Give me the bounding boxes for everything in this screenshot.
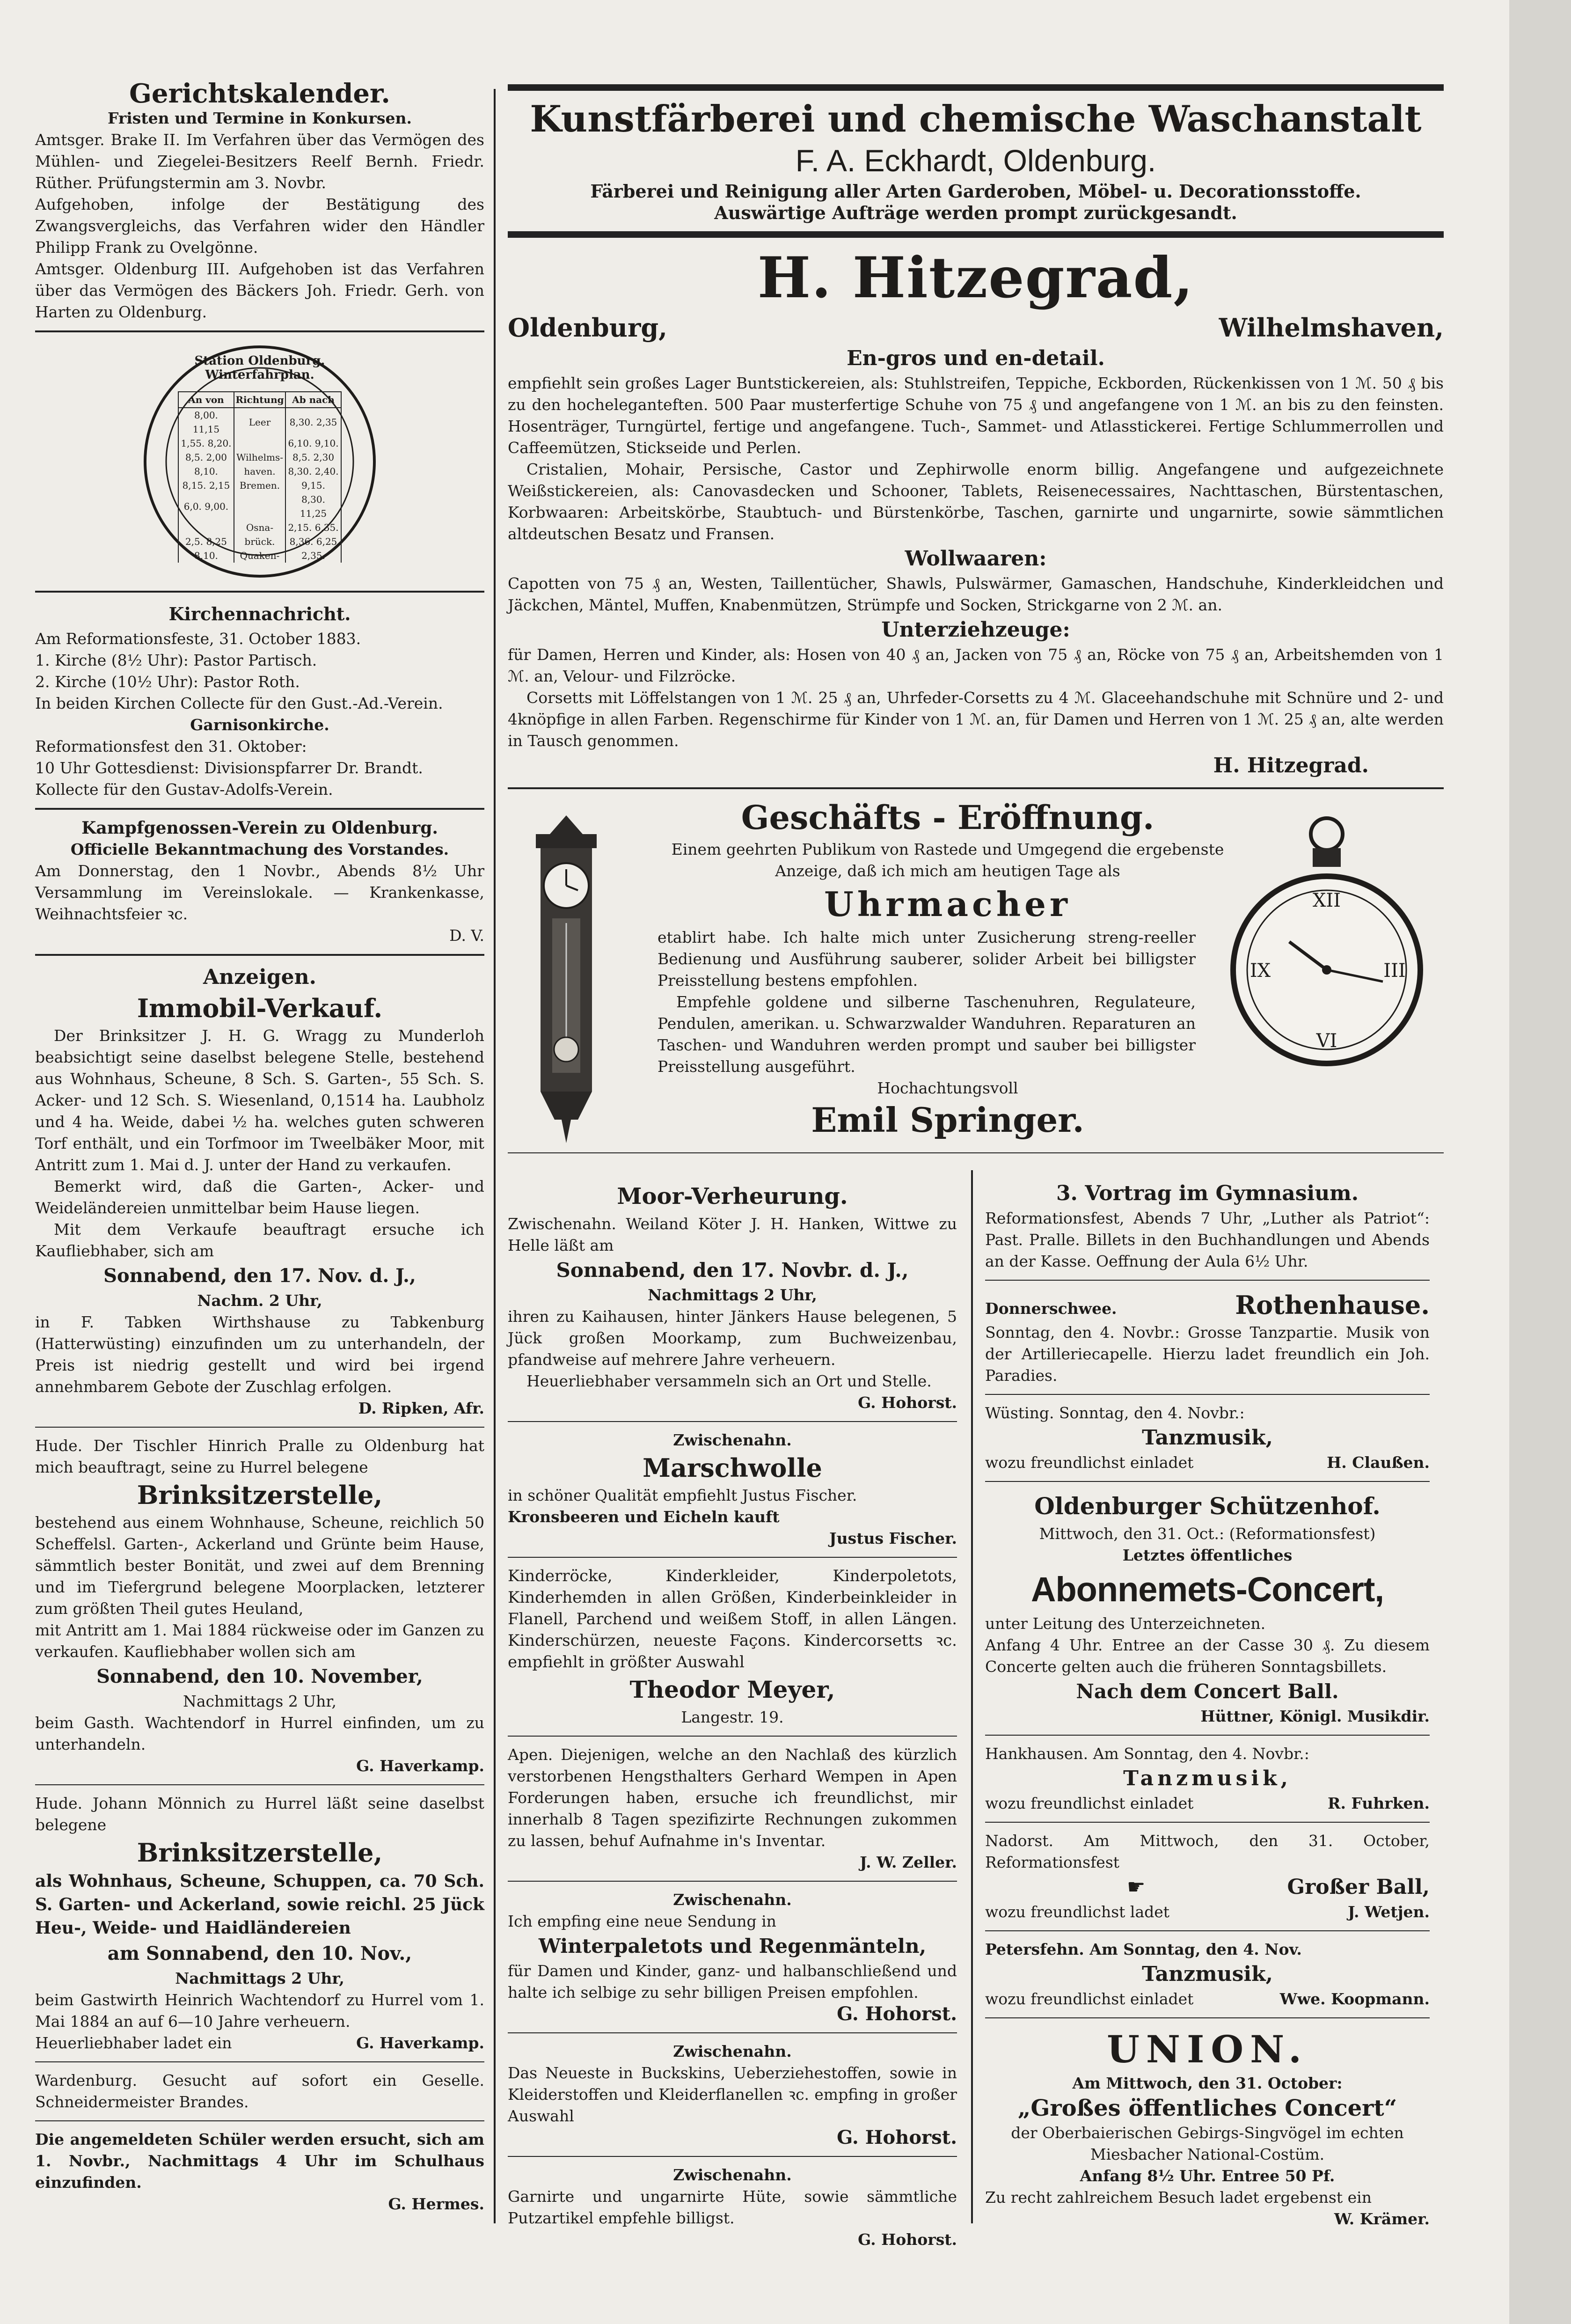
rothen-place: Donnerschwee. — [985, 1299, 1117, 1318]
hitzegrad-cities — [508, 311, 1444, 345]
hude2-signature: G. Haverkamp. — [356, 2034, 484, 2052]
fahrplan-ring-label: Station Oldenburg. Winterfahrplan. — [194, 354, 325, 382]
rothen-text: Sonntag, den 4. Novbr.: Grosse Tanzpartie. Musik von der Artilleriecapelle. Hierzu ladet freundlich ein Joh. Paradies. — [985, 1323, 1430, 1385]
nadorst-signature: J. Wetjen. — [1347, 1903, 1430, 1921]
hitzegrad-subtitle: En-gros und en-detail. — [847, 346, 1105, 370]
apen-text: Apen. Diejenigen, welche an den Nachlaß des kürzlich verstorbenen Hengsthalters Gerhard Wempen in Apen Forderungen haben, ersuche ich freundlichst, mir innerhalb 8 Tagen spezifizirte Rechnungen zukommen zu lassen, behuf Aufnahme in's Inventar. — [508, 1745, 957, 1850]
uhrmacher-trade: Uhrmacher — [824, 884, 1071, 924]
fahrplan-cell — [234, 492, 285, 521]
moor-p2: ihren zu Kaihausen, hinter Jänkers Hause belegenen, 5 Jück großen Moorkamp, zum Buchweizenbau, pfandweise auf mehrere Jahre verheuern. — [508, 1307, 957, 1369]
fahrplan-row — [178, 464, 341, 478]
eckhardt-line1: Färberei und Reinigung aller Arten Garderoben, Möbel- u. Decorationsstoffe. — [590, 181, 1361, 202]
fahrplan-cell: Bremen. — [234, 478, 285, 492]
gericht-title: Gerichtskalender. — [129, 78, 390, 109]
winter-p1: Ich empfing eine neue Sendung in — [508, 1912, 776, 1930]
anzeigen-heading: Anzeigen. — [203, 965, 316, 989]
kirche-title: Kirchennachricht. — [168, 603, 351, 624]
fahrplan-cell: 8,5. 2,30 — [285, 450, 341, 464]
fahrplan-cell: 2,35. — [285, 549, 341, 563]
fahrplan-header: Richtung — [234, 392, 285, 408]
fahrplan-cell: brück. — [234, 535, 285, 549]
divider — [508, 1881, 957, 1882]
fahrplan-cell: Wilhelms- — [234, 450, 285, 464]
hude1-signature: G. Haverkamp. — [356, 1757, 484, 1775]
nadorst-invite: wozu freundlichst ladet — [985, 1903, 1170, 1921]
eckhardt-name: F. A. Eckhardt, Oldenburg. — [795, 143, 1156, 178]
divider — [985, 1930, 1430, 1931]
garnison-title: Garnisonkirche. — [190, 716, 329, 734]
schuetzenhof-line3: unter Leitung des Unterzeichneten. — [985, 1614, 1266, 1633]
left-column — [35, 80, 484, 2215]
kampf-text: Am Donnerstag, den 1 Novbr., Abends 8½ Uhr Versammlung im Vereinslokale. — Krankenkasse, Weihnachtsfeier ꝛc. — [35, 862, 484, 923]
uhrmacher-name: Emil Springer. — [811, 1100, 1084, 1140]
fahrplan-cell — [234, 436, 285, 450]
hude2-title: Brinksitzerstelle, — [137, 1838, 383, 1868]
pointing-hand-icon: ☛ — [1127, 1875, 1146, 1899]
hude1-time: Nachmittags 2 Uhr, — [183, 1692, 337, 1710]
schule-text: Die angemeldeten Schüler werden ersucht, sich am 1. Novbr., Nachmittags 4 Uhr im Schulhaus einzufinden. — [35, 2130, 484, 2192]
fahrplan-cell: 8,00. 11,15 — [178, 408, 234, 436]
uhrmacher-p1: Einem geehrten Publikum von Rastede und Umgegend die ergebenste Anzeige, daß ich mich am heutigen Tage als — [671, 840, 1224, 880]
divider — [508, 1421, 957, 1422]
immobil-time: Nachm. 2 Uhr, — [197, 1291, 322, 1310]
middle-column — [508, 1180, 957, 2251]
fahrplan-cell: 8,36. 6,25 — [285, 535, 341, 549]
vortrag-title: 3. Vortrag im Gymnasium. — [1056, 1181, 1359, 1205]
fahrplan-cell: 8,30. 2,40. — [285, 464, 341, 478]
divider — [985, 1822, 1430, 1823]
marsch-signature: Justus Fischer. — [829, 1529, 957, 1547]
fahrplan-cell: 8,10. — [178, 549, 234, 563]
hitzegrad-title: H. Hitzegrad, — [757, 245, 1194, 311]
divider — [985, 1481, 1430, 1482]
divider — [508, 2156, 957, 2157]
divider — [508, 84, 1444, 91]
uhrmacher-greet: Hochachtungsvoll — [877, 1079, 1018, 1097]
fahrplan-cell: 6,0. 9,00. — [178, 492, 234, 521]
divider — [35, 2061, 484, 2062]
divider — [508, 231, 1444, 238]
nadorst-footer — [985, 1901, 1430, 1923]
immobil-p3: Mit dem Verkaufe beauftragt ersuche ich Kaufliebhaber, sich am — [35, 1220, 484, 1260]
fahrplan-cell: 1,55. 8,20. — [178, 436, 234, 450]
winter-signature: G. Hohorst. — [837, 2003, 957, 2025]
nadorst-title: Großer Ball, — [1287, 1875, 1430, 1899]
divider — [508, 1736, 957, 1737]
meyer-address: Langestr. 19. — [681, 1708, 784, 1726]
fahrplan-row — [178, 535, 341, 549]
wuesting-title: Tanzmusik, — [1142, 1426, 1273, 1450]
petersfehn-invite: wozu freundlichst einladet — [985, 1990, 1194, 2008]
fahrplan-cell: 2,5. 8,25 — [178, 535, 234, 549]
divider — [508, 1152, 1444, 1153]
marsch-line1: in schöner Qualität empfiehlt Justus Fischer. — [508, 1486, 857, 1504]
immobil-p1: Der Brinksitzer J. H. G. Wragg zu Munderloh beabsichtigt seine daselbst belegene Stelle, bestehend aus Wohnhaus, Scheune, 8 Sch. S. Garten-, 55 Sch. S. Acker- und 12 Sch. S. Wiesenland, 0,1514 ha. Laubholz und 4 ha. Weide, dabei ½ ha. welches guten schweren Torf enthält, und ein Torfmoor im Tweelbäker Moor, mit Antritt zum 1. Mai d. J. unter der Hand zu verkaufen. — [35, 1026, 484, 1174]
fahrplan-cell: 2,15. 6,35. — [285, 521, 341, 535]
divider — [985, 1280, 1430, 1281]
garnison-line: Kollecte für den Gustav-Adolfs-Verein. — [35, 780, 333, 799]
fahrplan-cell: haven. — [234, 464, 285, 478]
fahrplan-cell: Leer — [234, 408, 285, 436]
hude1-title: Brinksitzerstelle, — [137, 1480, 383, 1510]
fahrplan-cell: 8,5. 2,00 — [178, 450, 234, 464]
uhrmacher-p2: etablirt habe. Ich halte mich unter Zusicherung streng-reeller Bedienung und Ausführung sauberer, solider Arbeit bei billigster Preisstellung bestens empfohlen. — [658, 928, 1196, 990]
marsch-line2: Kronsbeeren und Eicheln kauft — [508, 1508, 780, 1526]
hude2-footer — [35, 2032, 484, 2054]
hitzegrad-city-oldenburg: Oldenburg, — [508, 313, 667, 343]
huete-text: Garnirte und ungarnirte Hüte, sowie sämmtliche Putzartikel empfehle billigst. — [508, 2187, 957, 2227]
kampf-signature: D. V. — [449, 926, 484, 945]
uhrmacher-text — [658, 797, 1238, 1141]
schuetzenhof-signature: Hüttner, Königl. Musikdir. — [1200, 1707, 1430, 1725]
petersfehn-text: Petersfehn. Am Sonntag, den 4. Nov. — [985, 1940, 1302, 1958]
meyer-name: Theodor Meyer, — [629, 1676, 835, 1703]
wardenburg-ad: Wardenburg. Gesucht auf sofort ein Geselle. Schneidermeister Brandes. — [35, 2071, 484, 2111]
schuetzenhof-line4: Anfang 4 Uhr. Entree an der Casse 30 ₰. Zu diesem Concerte gelten auch die früheren Sonntagsbillets. — [985, 1636, 1430, 1676]
wuesting-text: Wüsting. Sonntag, den 4. Novbr.: — [985, 1404, 1245, 1422]
hude1-p3: mit Antritt am 1. Mai 1884 rückweise oder im Ganzen zu verkaufen. Kaufliebhaber wollen sich am — [35, 1621, 484, 1661]
fahrplan-table — [178, 391, 342, 563]
divider — [35, 330, 484, 332]
petersfehn-footer — [985, 1988, 1430, 2010]
hankhausen-invite: wozu freundlichst einladet — [985, 1794, 1194, 1812]
divider — [35, 1784, 484, 1785]
hude1-p2: bestehend aus einem Wohnhause, Scheune, reichlich 50 Scheffelsl. Garten-, Ackerland und Grünte beim Hause, sämmtlich bester Bonität, und zwei auf dem Brenning und im Tiefergrund belegene Moorplacken, letzterer zum größten Theil gutes Heuland, — [35, 1513, 484, 1618]
hankhausen-title: Tanzmusik, — [1123, 1767, 1292, 1790]
meyer-text: Kinderröcke, Kinderkleider, Kinderpoletots, Kinderhemden in allen Größen, Kinderbeinkleider in Flanell, Parchend und weißem Stoff, in allen Längen. Kinderschürzen, neueste Façons. Kindercorsetts ꝛc. empfiehlt in größter Auswahl — [508, 1567, 957, 1672]
svg-text:IX: IX — [1249, 960, 1271, 982]
column-rule-right — [971, 1170, 973, 2223]
fahrplan-row — [178, 450, 341, 464]
page-edge — [1509, 0, 1571, 2324]
petersfehn-signature: Wwe. Koopmann. — [1279, 1990, 1430, 2008]
hitzegrad-p4: für Damen, Herren und Kinder, als: Hosen von 40 ₰ an, Jacken von 75 ₰ an, Röcke von 75 ₰ an, Arbeitshemden von 1 ℳ. an, Velour- und Filzröcke. — [508, 645, 1444, 685]
fahrplan-badge — [35, 340, 484, 583]
rothen-title: Rothenhause. — [1235, 1290, 1430, 1320]
fahrplan-row — [178, 436, 341, 450]
divider — [985, 2017, 1430, 2018]
fahrplan-cell: 8,10. — [178, 464, 234, 478]
svg-text:VI: VI — [1316, 1030, 1337, 1052]
hude2-p4: Heuerliebhaber ladet ein — [35, 2034, 232, 2052]
moor-title: Moor-Verheurung. — [617, 1183, 848, 1210]
wuesting-footer — [985, 1452, 1430, 1474]
uhrmacher-p3: Empfehle goldene und silberne Taschenuhren, Regulateure, Pendulen, amerikan. u. Schwarzwalder Wanduhren. Reparaturen an Taschen- und Wanduhren werden prompt und sauber bei billigster Preisstellung ausgeführt. — [658, 993, 1196, 1076]
schuetzenhof-line2: Letztes öffentliches — [1122, 1546, 1293, 1564]
hude2-p1: Hude. Johann Mönnich zu Hurrel läßt seine daselbst belegene — [35, 1794, 484, 1834]
immobil-date: Sonnabend, den 17. Nov. d. J., — [103, 1265, 416, 1287]
schuetzenhof-title: Oldenburger Schützenhof. — [1034, 1492, 1381, 1520]
garnison-line: 10 Uhr Gottesdienst: Divisionspfarrer Dr. Brandt. — [35, 759, 423, 777]
immobil-signature: D. Ripken, Afr. — [358, 1399, 484, 1417]
schuetzenhof-ball: Nach dem Concert Ball. — [1076, 1680, 1339, 1703]
winter-title: Winterpaletots und Regenmänteln, — [538, 1935, 927, 1957]
fahrplan-cell: 9,15. — [285, 478, 341, 492]
fahrplan-cell: Quaken- — [234, 549, 285, 563]
column-rule-left — [494, 89, 496, 2223]
fahrplan-cell: 6,10. 9,10. — [285, 436, 341, 450]
huete-place: Zwischenahn. — [673, 2166, 792, 2184]
hude1-p4: beim Gasth. Wachtendorf in Hurrel einfinden, um zu unterhandeln. — [35, 1714, 484, 1753]
divider — [985, 1394, 1430, 1395]
nadorst-text: Nadorst. Am Mittwoch, den 31. October, Reformationsfest — [985, 1832, 1430, 1871]
union-line4: Zu recht zahlreichem Besuch ladet ergebenst ein — [985, 2188, 1372, 2207]
hitzegrad-p1: empfiehlt sein großes Lager Buntstickereien, als: Stuhlstreifen, Teppiche, Eckborden, Rückenkissen von 1 ℳ. 50 ₰ bis zu den hocheleganteften. 500 Paar musterfertige Schuhe von 75 ₰ und angefangene von 1 ℳ. an bis zu den feinsten. Hosenträger, Turngürtel, fertige und angefangene. Tuch-, Sammet- und Atlasstickerei. Fertige Schlummerrollen und Caffeemützen, Stickseide und Perlen. — [508, 374, 1444, 457]
right-column — [985, 1180, 1430, 2230]
wuesting-signature: H. Claußen. — [1327, 1453, 1430, 1472]
fahrplan-cell: 8,15. 2,15 — [178, 478, 234, 492]
union-signature: W. Krämer. — [1334, 2210, 1430, 2228]
kampf-subtitle: Officielle Bekanntmachung des Vorstandes. — [70, 840, 449, 858]
union-line2: der Oberbaierischen Gebirgs-Singvögel im echten Miesbacher National-Costüm. — [1011, 2124, 1404, 2163]
svg-text:III: III — [1383, 960, 1406, 982]
hitzegrad-wollwaaren: Wollwaaren: — [905, 547, 1047, 571]
immobil-title: Immobil-Verkauf. — [137, 993, 383, 1023]
schuetzenhof-line1: Mittwoch, den 31. Oct.: (Reformationsfest) — [1039, 1525, 1376, 1543]
gericht-subtitle: Fristen und Termine in Konkursen. — [108, 109, 412, 127]
hude2-date: am Sonnabend, den 10. Nov., — [107, 1943, 412, 1965]
fahrplan-row — [178, 408, 341, 436]
moor-date: Sonnabend, den 17. Novbr. d. J., — [556, 1259, 909, 1282]
petersfehn-title: Tanzmusik, — [1142, 1962, 1273, 1986]
huete-signature: G. Hohorst. — [858, 2230, 957, 2249]
divider — [35, 1427, 484, 1428]
hude1-p1: Hude. Der Tischler Hinrich Pralle zu Oldenburg hat mich beauftragt, seine zu Hurrel belegene — [35, 1437, 484, 1476]
pocket-watch-icon — [1228, 815, 1425, 1078]
hude1-date: Sonnabend, den 10. November, — [96, 1665, 423, 1687]
immobil-p4: in F. Tabken Wirthshause zu Tabkenburg (Hatterwüsting) einzufinden um zu unterhandeln, der Preis ist niedrig gestellt und wird bei irgend annehmbarem Gebote der Zuschlag erfolgen. — [35, 1313, 484, 1396]
fahrplan-header: An von — [178, 392, 234, 408]
eckhardt-title: Kunstfärberei und chemische Waschanstalt — [530, 98, 1422, 140]
gericht-p3: Amtsger. Oldenburg III. Aufgehoben ist das Verfahren über das Vermögen des Bäckers Joh. Friedr. Gerh. von Harten zu Oldenburg. — [35, 260, 484, 321]
uhrmacher-ad — [508, 797, 1444, 1152]
hankhausen-footer — [985, 1793, 1430, 1814]
fahrplan-row — [178, 478, 341, 492]
apen-signature: J. W. Zeller. — [860, 1853, 957, 1871]
hankhausen-signature: R. Fuhrken. — [1328, 1794, 1430, 1812]
divider — [508, 2032, 957, 2033]
hitzegrad-p5: Corsetts mit Löffelstangen von 1 ℳ. 25 ₰ an, Uhrfeder-Corsetts zu 4 ℳ. Glaceehandschuhe mit Schnüre und 2- und 4knöpfige in allen Farben. Regenschirme für Kinder von 1 ℳ. an, für Damen und Herren von 1 ℳ. 25 ₰ an, alte werden in Tausch genommen. — [508, 689, 1444, 750]
divider — [508, 1557, 957, 1558]
gericht-p1: Amtsger. Brake II. Im Verfahren über das Vermögen des Mühlen- und Ziegelei-Besitzers Reelf Bernh. Friedr. Rüther. Prüfungstermin am 3. Novbr. — [35, 131, 484, 192]
marsch-place: Zwischenahn. — [673, 1431, 792, 1449]
immobil-p2: Bemerkt wird, daß die Garten-, Acker- und Weideländereien unmittelbar beim Hause liegen. — [35, 1177, 484, 1217]
vortrag-text: Reformationsfest, Abends 7 Uhr, „Luther als Patriot“: Past. Pralle. Billets in den Buchhandlungen und Abends an der Kasse. Oeffnung der Aula 6½ Uhr. — [985, 1209, 1430, 1270]
kirche-line: 1. Kirche (8½ Uhr): Pastor Partisch. — [35, 651, 317, 669]
gericht-p2: Aufgehoben, infolge der Bestätigung des Zwangsvergleichs, das Verfahren wider den Händler Philipp Frank zu Ovelgönne. — [35, 195, 484, 257]
hude2-p3: beim Gastwirth Heinrich Wachtendorf zu Hurrel vom 1. Mai 1884 an auf 6—10 Jahre verheuern. — [35, 1991, 484, 2031]
wuesting-invite: wozu freundlichst einladet — [985, 1453, 1194, 1472]
hankhausen-text: Hankhausen. Am Sonntag, den 4. Novbr.: — [985, 1745, 1309, 1763]
divider — [985, 1735, 1430, 1736]
union-title: UNION. — [1107, 2027, 1308, 2071]
garnison-line: Reformationsfest den 31. Oktober: — [35, 737, 307, 755]
winter-p2: für Damen und Kinder, ganz- und halbanschließend und halte ich selbige zu sehr billigen Preisen empfohlen. — [508, 1962, 957, 2001]
top-wide-area — [508, 80, 1444, 1161]
fahrplan-cell: Osna- — [234, 521, 285, 535]
wall-clock-icon — [526, 815, 606, 1143]
hitzegrad-p2: Cristalien, Mohair, Persische, Castor und Zephirwolle enorm billig. Angefangene und aufgezeichnete Weißstickereien, als: Canovasdecken und Schooner, Tablets, Reisenecessaires, Nachttaschen, Bürstentaschen, Korbwaaren: Arbeitskörbe, Staubtuch- und Bürstenkörbe, Taschen, garnirte und ungarnirte, sowie sämmtlichen altdeutschen Besatz und Fransen. — [508, 460, 1444, 543]
kirche-line: Am Reformationsfeste, 31. October 1883. — [35, 630, 361, 648]
divider — [35, 808, 484, 810]
buck-place: Zwischenahn. — [673, 2042, 792, 2060]
schuetzenhof-concert: Abonnemets-Concert, — [1031, 1570, 1384, 1609]
divider — [35, 591, 484, 593]
buck-text: Das Neueste in Buckskins, Ueberziehestoffen, sowie in Kleiderstoffen und Kleiderflanellen ꝛc. empfing in großer Auswahl — [508, 2064, 957, 2125]
uhrmacher-title: Geschäfts - Eröffnung. — [741, 798, 1155, 837]
svg-text:XII: XII — [1312, 890, 1341, 911]
kirche-line: In beiden Kirchen Collecte für den Gust.-Ad.-Verein. — [35, 694, 443, 712]
schule-signature: G. Hermes. — [388, 2195, 484, 2213]
union-concert: „Großes öffentliches Concert“ — [1017, 2095, 1397, 2121]
fahrplan-row — [178, 521, 341, 535]
hude2-time: Nachmittags 2 Uhr, — [175, 1969, 344, 1987]
fahrplan-row — [178, 492, 341, 521]
fahrplan-header: Ab nach — [285, 392, 341, 408]
kampf-title: Kampfgenossen-Verein zu Oldenburg. — [81, 818, 438, 838]
fahrplan-row — [178, 549, 341, 563]
hitzegrad-p3: Capotten von 75 ₰ an, Westen, Taillentücher, Shawls, Pulswärmer, Gamaschen, Handschuhe, Kinderkleidchen und Jäckchen, Mäntel, Muffen, Knabenmützen, Strümpfe und Socken, Strickgarne von 2 ℳ. an. — [508, 574, 1444, 614]
fahrplan-cell: 8,30. 2,35 — [285, 408, 341, 436]
divider — [35, 2120, 484, 2121]
fahrplan-cell — [178, 521, 234, 535]
union-line3: Anfang 8½ Uhr. Entree 50 Pf. — [1080, 2167, 1335, 2185]
divider — [35, 954, 484, 956]
nadorst-title-row — [985, 1873, 1430, 1901]
moor-p3: Heuerliebhaber versammeln sich an Ort und Stelle. — [526, 1372, 932, 1390]
eckhardt-line2: Auswärtige Aufträge werden prompt zurückgesandt. — [714, 202, 1237, 223]
moor-p1: Zwischenahn. Weiland Köter J. H. Hanken, Wittwe zu Helle läßt am — [508, 1215, 957, 1254]
winter-place: Zwischenahn. — [673, 1891, 792, 1909]
moor-time: Nachmittags 2 Uhr, — [648, 1286, 817, 1304]
rothen-header — [985, 1288, 1430, 1322]
divider — [508, 787, 1444, 789]
moor-signature: G. Hohorst. — [858, 1393, 957, 1412]
buck-signature: G. Hohorst. — [837, 2126, 957, 2148]
hitzegrad-city-wilhelmshaven: Wilhelmshaven, — [1219, 313, 1444, 343]
kirche-line: 2. Kirche (10½ Uhr): Pastor Roth. — [35, 673, 300, 691]
marsch-title: Marschwolle — [643, 1453, 822, 1483]
hitzegrad-unterziehzeuge: Unterziehzeuge: — [881, 618, 1070, 642]
hitzegrad-signature: H. Hitzegrad. — [1213, 754, 1369, 777]
hude2-p2: als Wohnhaus, Scheune, Schuppen, ca. 70 Sch. S. Garten- und Ackerland, sowie reichl. 25 Jück Heu-, Weide- und Haidländereien — [35, 1871, 484, 1938]
fahrplan-cell: 8,30. 11,25 — [285, 492, 341, 521]
union-line1: Am Mittwoch, den 31. October: — [1072, 2074, 1343, 2092]
